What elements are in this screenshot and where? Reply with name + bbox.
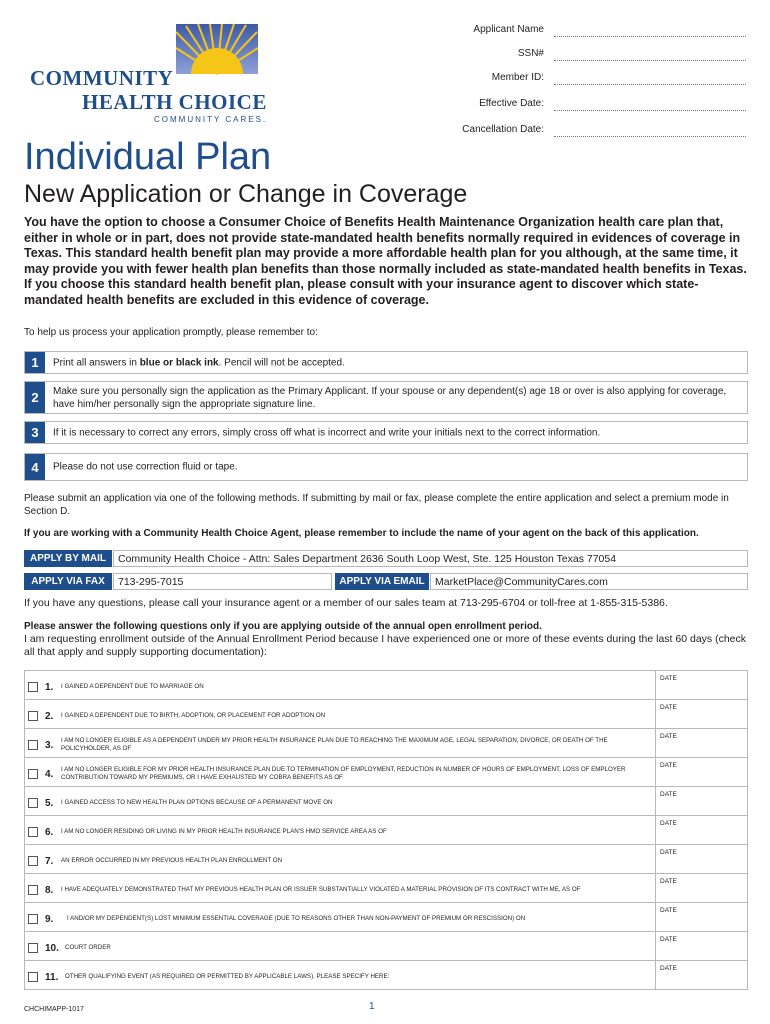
event-checkbox[interactable] — [28, 711, 38, 721]
effective-date-field[interactable] — [400, 98, 750, 114]
ssn-field[interactable] — [400, 48, 750, 64]
event-row-4 — [24, 758, 748, 787]
apply-by-mail-address: Community Health Choice - Attn: Sales Department 2636 South Loop West, Ste. 125 Houston Texas 77054 — [113, 550, 748, 567]
enrollment-text: I am requesting enrollment outside of the Annual Enrollment Period because I have experienced one or more of these events during the last 60 days (check all that apply and supply supporting documentation): — [24, 633, 747, 658]
event-row-10 — [24, 932, 748, 961]
event-date-cell[interactable] — [655, 961, 747, 989]
date-label: DATE — [660, 675, 677, 682]
submit-instructions: Please submit an application via one of the following methods. If submitting by mail or fax, please complete the entire application and select a premium mode in Section D. — [24, 493, 729, 517]
apply-via-fax-label: APPLY VIA FAX — [24, 573, 112, 590]
step-text: If it is necessary to correct any errors, simply cross off what is incorrect and write your initials next to the correct information. — [53, 427, 601, 438]
event-checkbox[interactable] — [28, 885, 38, 895]
apply-by-mail-label: APPLY BY MAIL — [24, 550, 112, 567]
enrollment-heading: Please answer the following questions only if you are applying outside of the annual open enrollment period. — [24, 621, 542, 632]
event-number: 2. — [45, 711, 54, 722]
event-checkbox[interactable] — [28, 914, 38, 924]
event-number: 4. — [45, 769, 54, 780]
ssn-label: SSN# — [517, 48, 544, 59]
step-number: 2 — [25, 382, 45, 413]
event-checkbox[interactable] — [28, 856, 38, 866]
event-row-2 — [24, 700, 748, 729]
instruction-step-1 — [24, 351, 748, 374]
page-number: 1 — [369, 1001, 375, 1012]
event-text: I AM NO LONGER RESIDING OR LIVING IN MY PRIOR HEALTH INSURANCE PLAN'S HMO SERVICE AREA AS OF — [61, 828, 387, 835]
event-number: 6. — [45, 827, 54, 838]
apply-via-fax-row — [24, 573, 332, 590]
instruction-step-3 — [24, 421, 748, 444]
event-date-cell[interactable] — [655, 729, 747, 757]
remember-text: To help us process your application promptly, please remember to: — [24, 327, 318, 338]
cancellation-date-line[interactable] — [554, 136, 746, 137]
event-row-3 — [24, 729, 748, 758]
date-label: DATE — [660, 907, 677, 914]
event-text: I AM NO LONGER ELIGIBLE FOR MY PRIOR HEALTH INSURANCE PLAN DUE TO TERMINATION OF EMPLOYMENT, REDUCTION IN NUMBER OF HOURS OF EMPLOYMENT, LOSS OF EMPLOYER CONTRIBUTION TOWARD MY PREMIUMS, OR I HAVE EXHAUSTED MY COBRA BENEFITS AS OF — [61, 766, 626, 781]
logo-line-2: HEALTH CHOICE — [82, 90, 267, 114]
event-number: 11. — [45, 972, 59, 983]
event-text: I AND/OR MY DEPENDENT(S) LOST MINIMUM ESSENTIAL COVERAGE (DUE TO REASONS OTHER THAN NON-PAYMENT OF PREMIUM OR RESCISSION) ON — [67, 915, 526, 922]
event-checkbox[interactable] — [28, 972, 38, 982]
apply-by-mail-row — [24, 550, 748, 567]
event-row-1 — [24, 671, 748, 700]
apply-via-email-row — [335, 573, 748, 590]
event-date-cell[interactable] — [655, 671, 747, 699]
page-subtitle: New Application or Change in Coverage — [24, 180, 468, 208]
event-row-5 — [24, 787, 748, 816]
event-number: 1. — [45, 682, 54, 693]
event-date-cell[interactable] — [655, 932, 747, 960]
step-number: 1 — [25, 352, 45, 373]
instruction-step-4 — [24, 453, 748, 481]
date-label: DATE — [660, 849, 677, 856]
step-text: Make sure you personally sign the application as the Primary Applicant. If your spouse or any dependent(s) age 18 or over is also applying for coverage, have him/her personally sign the appropriate signature line. — [53, 385, 727, 410]
event-row-7 — [24, 845, 748, 874]
event-row-9 — [24, 903, 748, 932]
event-row-6 — [24, 816, 748, 845]
event-text: I AM NO LONGER ELIGIBLE AS A DEPENDENT UNDER MY PRIOR HEALTH INSURANCE PLAN DUE TO REACHING THE MAXIMUM AGE, LEGAL SEPARATION, DIVORCE, OR DEATH OF THE POLICYHOLDER, AS OF — [61, 737, 608, 752]
event-text: AN ERROR OCCURRED IN MY PREVIOUS HEALTH PLAN ENROLLMENT ON — [61, 857, 283, 864]
event-checkbox[interactable] — [28, 682, 38, 692]
company-logo — [26, 22, 276, 132]
step-text: Print all answers in blue or black ink. Pencil will not be accepted. — [53, 357, 345, 368]
effective-date-line[interactable] — [554, 110, 746, 111]
date-label: DATE — [660, 791, 677, 798]
event-number: 7. — [45, 856, 54, 867]
applicant-name-label: Applicant Name — [473, 24, 544, 35]
effective-date-label: Effective Date: — [479, 98, 544, 109]
step-number: 3 — [25, 422, 45, 443]
event-row-11 — [24, 961, 748, 990]
date-label: DATE — [660, 965, 677, 972]
event-text: COURT ORDER — [65, 944, 111, 951]
applicant-name-line[interactable] — [554, 36, 746, 37]
step-number: 4 — [25, 454, 45, 480]
agent-instructions: If you are working with a Community Health Choice Agent, please remember to include the name of your agent on the back of this application. — [24, 528, 699, 539]
event-checkbox[interactable] — [28, 769, 38, 779]
date-label: DATE — [660, 733, 677, 740]
event-date-cell[interactable] — [655, 787, 747, 815]
member-id-label: Member ID: — [491, 72, 544, 83]
event-date-cell[interactable] — [655, 874, 747, 902]
event-checkbox[interactable] — [28, 943, 38, 953]
event-text: I GAINED ACCESS TO NEW HEALTH PLAN OPTIONS BECAUSE OF A PERMANENT MOVE ON — [61, 799, 333, 806]
date-label: DATE — [660, 820, 677, 827]
date-label: DATE — [660, 762, 677, 769]
page-title: Individual Plan — [24, 136, 272, 178]
cancellation-date-field[interactable] — [400, 124, 750, 140]
event-text: I HAVE ADEQUATELY DEMONSTRATED THAT MY PREVIOUS HEALTH PLAN OR ISSUER SUBSTANTIALLY VIOLATED A MATERIAL PROVISION OF ITS CONTRACT WITH ME, AS OF — [61, 886, 581, 893]
event-date-cell[interactable] — [655, 700, 747, 728]
event-checkbox[interactable] — [28, 740, 38, 750]
event-number: 8. — [45, 885, 54, 896]
logo-line-1: COMMUNITY — [30, 66, 174, 90]
event-text: I GAINED A DEPENDENT DUE TO MARRIAGE ON — [61, 683, 204, 690]
event-date-cell[interactable] — [655, 845, 747, 873]
event-number: 10. — [45, 943, 59, 954]
event-date-cell[interactable] — [655, 816, 747, 844]
apply-via-fax-number: 713-295-7015 — [113, 573, 332, 590]
instruction-step-2 — [24, 381, 748, 414]
ssn-line[interactable] — [554, 60, 746, 61]
questions-contact-text: If you have any questions, please call your insurance agent or a member of our sales team at 713-295-6704 or toll-free at 1-855-315-5386. — [24, 597, 668, 609]
event-checkbox[interactable] — [28, 798, 38, 808]
event-number: 3. — [45, 740, 54, 751]
intro-paragraph: You have the option to choose a Consumer Choice of Benefits Health Maintenance Organization health care plan that, either in whole or in part, does not provide state-mandated health benefits normally required in evidences of coverage in Texas. This standard health benefit plan may provide a more affordable health plan for you although, at the same time, it may provide you with fewer health plan benefits than those normally included as state-mandated health benefits in Texas. If you choose this standard health benefit plan, please consult with your insurance agent to discover which state-mandated health benefits are excluded in this evidence of coverage. — [24, 215, 747, 307]
event-number: 9. — [45, 914, 54, 925]
date-label: DATE — [660, 704, 677, 711]
event-row-8 — [24, 874, 748, 903]
step-text: Please do not use correction fluid or tape. — [53, 461, 238, 473]
event-date-cell[interactable] — [655, 758, 747, 786]
form-code: CHCHIMAPP-1017 — [24, 1006, 84, 1013]
member-id-field[interactable] — [400, 72, 750, 88]
date-label: DATE — [660, 878, 677, 885]
event-checkbox[interactable] — [28, 827, 38, 837]
date-label: DATE — [660, 936, 677, 943]
logo-tagline: COMMUNITY CARES. — [154, 115, 268, 124]
cancellation-date-label: Cancellation Date: — [462, 124, 544, 135]
event-number: 5. — [45, 798, 54, 809]
event-text: OTHER QUALIFYING EVENT (AS REQUIRED OR PERMITTED BY APPLICABLE LAWS). PLEASE SPECIFY HERE: — [65, 973, 390, 980]
qualifying-events-table — [24, 670, 748, 990]
event-text: I GAINED A DEPENDENT DUE TO BIRTH, ADOPTION, OR PLACEMENT FOR ADOPTION ON — [61, 712, 326, 719]
member-id-line[interactable] — [554, 84, 746, 85]
event-date-cell[interactable] — [655, 903, 747, 931]
applicant-name-field[interactable] — [400, 24, 750, 40]
apply-via-email-address: MarketPlace@CommunityCares.com — [430, 573, 748, 590]
apply-via-email-label: APPLY VIA EMAIL — [335, 573, 429, 590]
